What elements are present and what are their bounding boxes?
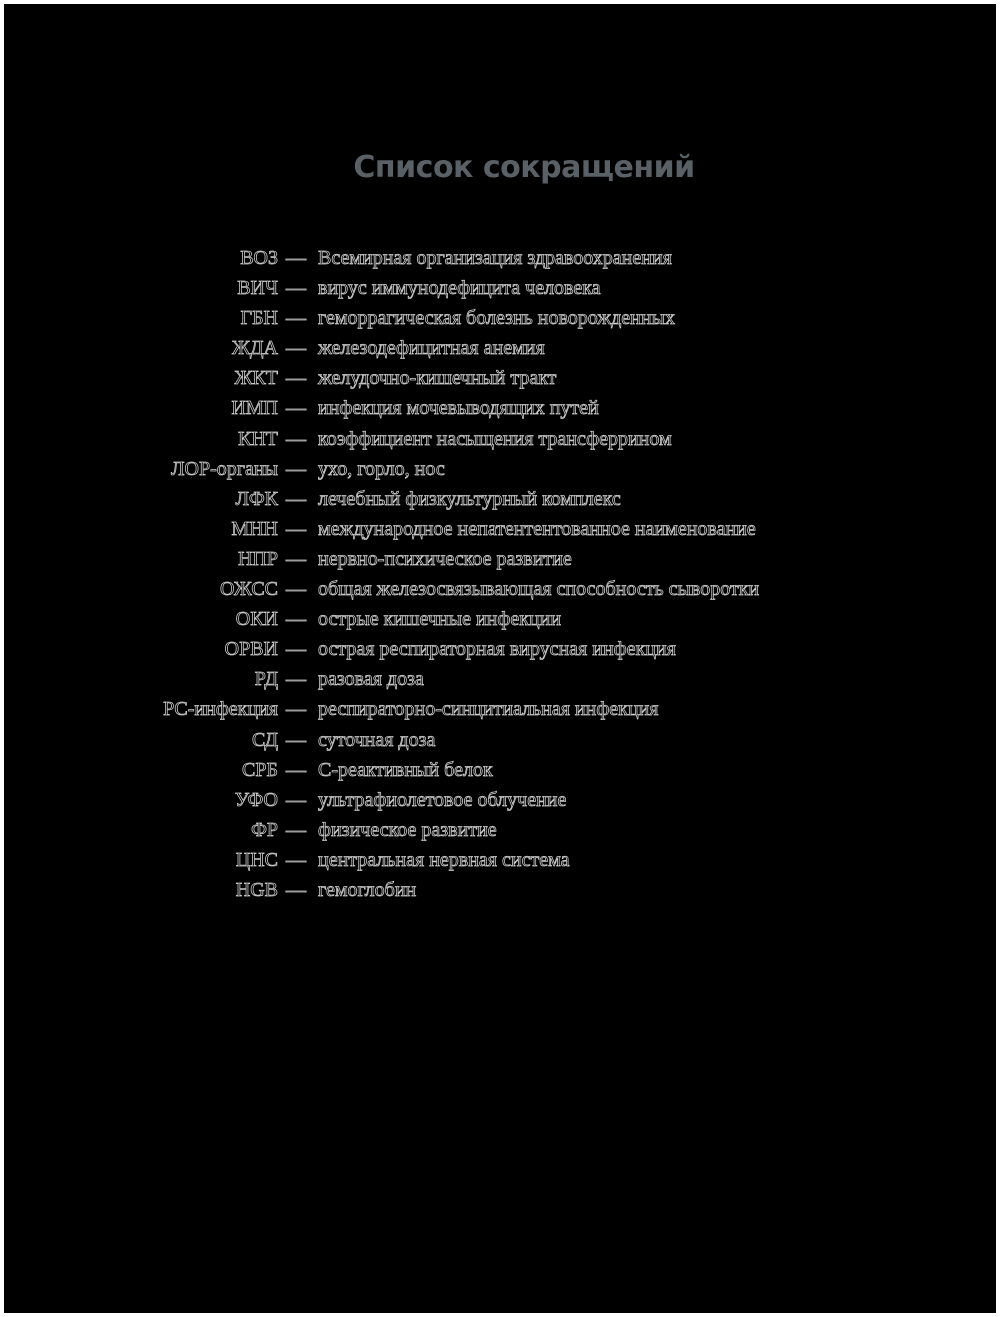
- abbreviation-definition: геморрагическая болезнь новорожденных: [318, 307, 676, 330]
- abbreviation-definition: физическое развитие: [318, 818, 497, 841]
- abbreviation-entry: [4, 875, 1000, 905]
- abbreviation-definition: острые кишечные инфекции: [318, 608, 562, 631]
- abbreviation-term: ЖКТ: [234, 367, 278, 390]
- abbreviation-dash: —: [286, 367, 306, 390]
- abbreviation-entry: [4, 845, 1000, 875]
- abbreviation-term: ОЖСС: [219, 578, 278, 601]
- abbreviation-definition: международное непатентентованное наименование: [318, 517, 756, 540]
- abbreviation-definition: коэффициент насыщения трансферрином: [318, 427, 672, 450]
- abbreviation-dash: —: [286, 247, 306, 269]
- abbreviation-dash: —: [286, 848, 306, 871]
- abbreviation-dash: —: [286, 457, 306, 480]
- abbreviation-term: ГБН: [240, 307, 278, 330]
- abbreviation-term: УФО: [234, 788, 278, 811]
- abbreviation-definition: центральная нервная система: [318, 848, 570, 871]
- abbreviation-term: ЛФК: [235, 487, 278, 510]
- abbreviation-term: СРБ: [242, 758, 278, 781]
- abbreviation-term: МНН: [231, 517, 278, 540]
- abbreviation-entry: [4, 815, 1000, 845]
- abbreviation-definition: ухо, горло, нос: [318, 457, 445, 480]
- abbreviation-definition: гемоглобин: [318, 878, 417, 901]
- abbreviation-entry: [4, 664, 1000, 694]
- abbreviation-entry: [4, 363, 1000, 393]
- abbreviation-definition: вирус иммунодефицита человека: [318, 277, 601, 300]
- abbreviation-term: ВОЗ: [240, 247, 278, 269]
- abbreviation-dash: —: [286, 638, 306, 661]
- abbreviation-definition: общая железосвязывающая способность сыворотки: [318, 578, 760, 601]
- abbreviation-entry: [4, 454, 1000, 484]
- abbreviation-dash: —: [286, 517, 306, 540]
- abbreviation-entry: [4, 725, 1000, 755]
- abbreviation-term: ЛОР-органы: [170, 457, 278, 480]
- abbreviation-entry: [4, 604, 1000, 634]
- abbreviation-dash: —: [286, 547, 306, 570]
- abbreviation-term: HGB: [235, 878, 278, 901]
- abbreviation-entry: [4, 424, 1000, 454]
- abbreviation-term: КНТ: [238, 427, 278, 450]
- abbreviation-definition: суточная доза: [318, 728, 436, 751]
- abbreviation-dash: —: [286, 788, 306, 811]
- abbreviation-definition: разовая доза: [318, 668, 424, 691]
- abbreviation-term: РД: [254, 668, 278, 691]
- abbreviation-entry: [4, 785, 1000, 815]
- abbreviation-term: ИМП: [231, 397, 278, 420]
- abbreviation-entry: [4, 544, 1000, 574]
- abbreviation-term: ВИЧ: [237, 277, 278, 300]
- abbreviation-term: ОРВИ: [224, 638, 278, 661]
- abbreviation-dash: —: [286, 758, 306, 781]
- abbreviation-definition: С-реактивный белок: [318, 758, 493, 781]
- abbreviation-dash: —: [286, 698, 306, 721]
- abbreviation-definition: инфекция мочевыводящих путей: [318, 397, 599, 420]
- abbreviation-entry: [4, 393, 1000, 423]
- abbreviation-definition: желудочно-кишечный тракт: [318, 367, 557, 390]
- abbreviation-dash: —: [286, 728, 306, 751]
- abbreviation-entry: [4, 243, 1000, 273]
- abbreviation-definition: респираторно-синцитиальная инфекция: [318, 698, 659, 721]
- abbreviation-definition: острая респираторная вирусная инфекция: [318, 638, 676, 661]
- abbreviation-definition: Всемирная организация здравоохранения: [318, 247, 672, 269]
- abbreviation-entry: [4, 634, 1000, 664]
- abbreviation-entry: [4, 694, 1000, 724]
- abbreviation-entry: [4, 273, 1000, 303]
- abbreviation-dash: —: [286, 578, 306, 601]
- abbreviation-definition: железодефицитная анемия: [318, 337, 545, 360]
- abbreviation-dash: —: [286, 878, 306, 901]
- abbreviation-term: ЦНС: [235, 848, 278, 871]
- abbreviation-dash: —: [286, 818, 306, 841]
- abbreviation-list: [4, 243, 1000, 905]
- abbreviation-dash: —: [286, 337, 306, 360]
- page-title: Список сокращений: [353, 150, 695, 185]
- abbreviation-term: ЖДА: [231, 337, 278, 360]
- abbreviation-definition: нервно-психическое развитие: [318, 547, 572, 570]
- abbreviation-entry: [4, 303, 1000, 333]
- abbreviation-dash: —: [286, 608, 306, 631]
- abbreviation-term: ФР: [251, 818, 278, 841]
- abbreviation-dash: —: [286, 668, 306, 691]
- abbreviation-dash: —: [286, 487, 306, 510]
- abbreviation-definition: лечебный физкультурный комплекс: [318, 487, 621, 510]
- abbreviation-term: ОКИ: [235, 608, 278, 631]
- abbreviation-entry: [4, 484, 1000, 514]
- abbreviation-entry: [4, 755, 1000, 785]
- abbreviation-dash: —: [286, 427, 306, 450]
- abbreviation-term: РС-инфекция: [163, 698, 278, 721]
- abbreviation-term: НПР: [237, 547, 278, 570]
- abbreviation-term: СД: [252, 728, 278, 751]
- abbreviation-dash: —: [286, 277, 306, 300]
- abbreviation-dash: —: [286, 397, 306, 420]
- abbreviation-dash: —: [286, 307, 306, 330]
- abbreviation-entry: [4, 333, 1000, 363]
- abbreviation-definition: ультрафиолетовое облучение: [318, 788, 567, 811]
- abbreviation-entry: [4, 514, 1000, 544]
- abbreviation-entry: [4, 574, 1000, 604]
